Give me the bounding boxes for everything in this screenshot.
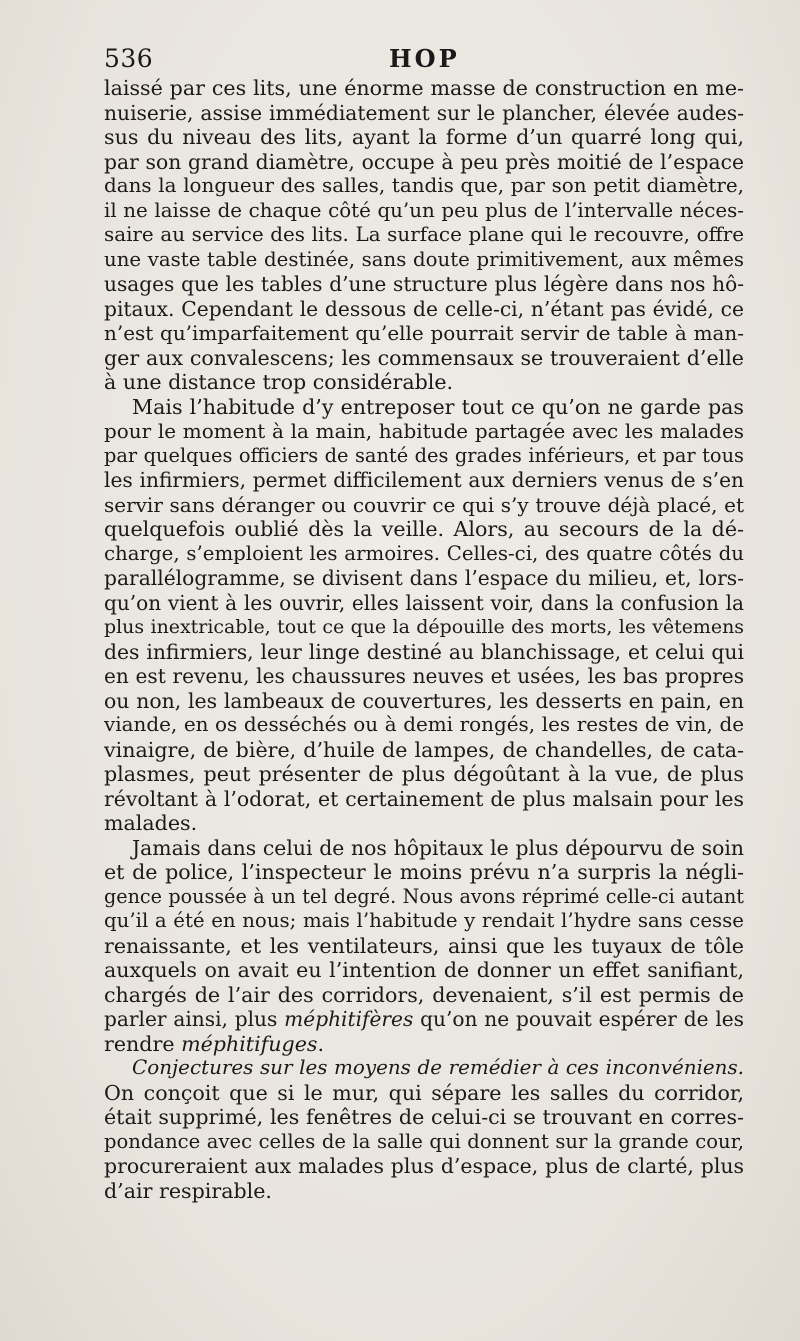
- text-line: les infirmiers, permet difficilement aux derniers venus de s’en: [104, 468, 744, 492]
- text-line: gence poussée à un tel degré. Nous avons réprimé celle-ci autant: [104, 884, 744, 908]
- text-fragment: rendre: [104, 1031, 182, 1056]
- text-fragment: qu’on ne pouvait espérer de les: [413, 1007, 745, 1031]
- italic-term: méphitifuges: [181, 1031, 318, 1056]
- text-line: auxquels on avait eu l’intention de donner un effet sanifiant,: [104, 958, 744, 982]
- text-line: quelquefois oublié dès la veille. Alors, au secours de la dé-: [104, 517, 744, 541]
- text-line: saire au service des lits. La surface plane qui le recouvre, offre: [104, 223, 744, 246]
- text-fragment: parler ainsi, plus: [104, 1007, 285, 1031]
- text-line: [104, 1032, 744, 1057]
- section-heading: Conjectures sur les moyens de remédier à ces inconvéniens.: [132, 1056, 744, 1079]
- text-line: plasmes, peut présenter de plus dégoûtant à la vue, de plus: [104, 762, 744, 786]
- text-line: nuiserie, assise immédiatement sur le plancher, élevée audes-: [104, 100, 744, 125]
- text-line: pour le moment à la main, habitude partagée avec les malades: [104, 419, 744, 443]
- text-line: [104, 1007, 744, 1032]
- text-line: parallélogramme, se divisent dans l’espace du milieu, et, lors-: [104, 566, 744, 590]
- text-line: procureraient aux malades plus d’espace, plus de clarté, plus: [104, 1154, 744, 1178]
- text-line: Mais l’habitude d’y entreposer tout ce qu’on ne garde pas: [132, 394, 744, 419]
- text-line: n’est qu’imparfaitement qu’elle pourrait servir de table à man-: [104, 321, 744, 345]
- paragraph-2: [104, 395, 744, 836]
- text-line: malades.: [104, 811, 198, 835]
- paragraph-4: [104, 1056, 744, 1203]
- text-line: renaissante, et les ventilateurs, ainsi que les tuyaux de tôle: [104, 933, 744, 958]
- text-line: On conçoit que si le mur, qui sépare les salles du corridor,: [104, 1080, 744, 1105]
- text-line: usages que les tables d’une structure plus légère dans nos hô-: [104, 272, 744, 296]
- page-number: 536: [104, 44, 154, 73]
- body-text: [104, 76, 744, 1203]
- text-line: qu’on vient à les ouvrir, elles laissent voir, dans la confusion la: [104, 590, 744, 615]
- text-line: Jamais dans celui de nos hôpitaux le plus dépourvu de soin: [132, 835, 744, 860]
- text-line: dans la longueur des salles, tandis que, par son petit diamètre,: [104, 174, 744, 197]
- text-line: charge, s’emploient les armoires. Celles-ci, des quatre côtés du: [104, 541, 744, 565]
- text-line: sus du niveau des lits, ayant la forme d’un quarré long qui,: [104, 125, 744, 149]
- text-line: à une distance trop considérable.: [104, 370, 454, 394]
- text-line: et de police, l’inspecteur le moins prévu n’a surpris la négli-: [104, 860, 744, 884]
- text-line: pondance avec celles de la salle qui donnent sur la grande cour,: [104, 1129, 744, 1153]
- page-header: [104, 44, 744, 78]
- text-line: servir sans déranger ou couvrir ce qui s’y trouve déjà placé, et: [104, 492, 744, 517]
- text-line: qu’il a été en nous; mais l’habitude y rendait l’hydre sans cesse: [104, 909, 744, 932]
- paragraph-3: [104, 836, 744, 1057]
- text-line: était supprimé, les fenêtres de celui-ci se trouvant en corres-: [104, 1105, 744, 1129]
- text-fragment: .: [317, 1031, 325, 1056]
- text-line: par quelques officiers de santé des grades inférieurs, et par tous: [104, 443, 744, 467]
- text-line: laissé par ces lits, une énorme masse de construction en me-: [104, 76, 744, 100]
- text-line: ou non, les lambeaux de couvertures, les desserts en pain, en: [104, 688, 744, 713]
- italic-term: méphitifères: [284, 1007, 414, 1031]
- running-head: HOP: [389, 44, 460, 73]
- text-line: vinaigre, de bière, d’huile de lampes, de chandelles, de cata-: [104, 737, 744, 762]
- text-line: par son grand diamètre, occupe à peu près moitié de l’espace: [104, 149, 744, 174]
- text-line: d’air respirable.: [104, 1178, 272, 1203]
- text-line: chargés de l’air des corridors, devenaient, s’il est permis de: [104, 982, 744, 1007]
- text-line: ger aux convalescens; les commensaux se trouveraient d’elle: [104, 345, 744, 370]
- text-line: en est revenu, les chaussures neuves et usées, les bas propres: [104, 664, 744, 688]
- text-line: révoltant à l’odorat, et certainement de plus malsain pour les: [104, 786, 744, 811]
- text-line: viande, en os desséchés ou à demi rongés, les restes de vin, de: [104, 713, 744, 736]
- text-line: pitaux. Cependant le dessous de celle-ci, n’étant pas évidé, ce: [104, 296, 744, 321]
- text-line: plus inextricable, tout ce que la dépouille des morts, les vêtemens: [104, 616, 744, 638]
- text-line: des infirmiers, leur linge destiné au blanchissage, et celui qui: [104, 639, 744, 664]
- text-line: il ne laisse de chaque côté qu’un peu plus de l’intervalle néces-: [104, 198, 744, 222]
- text-line: une vaste table destinée, sans doute primitivement, aux mêmes: [104, 247, 744, 271]
- paragraph-1: [104, 76, 744, 395]
